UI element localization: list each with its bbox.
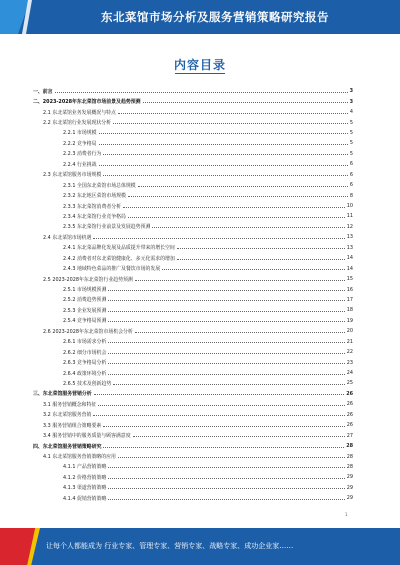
toc-leader-dots bbox=[162, 269, 345, 270]
toc-entry[interactable] bbox=[33, 253, 353, 263]
toc-leader-dots bbox=[98, 405, 344, 406]
toc-entry-page: 25 bbox=[346, 380, 353, 387]
toc-entry-page: 3 bbox=[349, 88, 353, 95]
toc-entry[interactable] bbox=[33, 263, 353, 273]
toc-entry-label: 4.1.4 促销营销策略 bbox=[63, 495, 107, 502]
toc-entry-label: 3.1 服务营销概念和特征 bbox=[43, 401, 97, 408]
toc-entry-label: 2.4.3 地域特色菜品的推广及餐饮市场的发展 bbox=[63, 266, 161, 273]
toc-entry[interactable] bbox=[33, 399, 353, 409]
toc-entry[interactable] bbox=[33, 211, 353, 221]
toc-heading-underline bbox=[175, 73, 225, 74]
toc-entry[interactable] bbox=[33, 357, 353, 367]
toc-entry-label: 4.1.1 产品营销策略 bbox=[63, 464, 107, 471]
toc-leader-dots bbox=[108, 311, 344, 312]
toc-entry-label: 四、东北菜馆服务营销策略研究 bbox=[33, 443, 102, 450]
toc-leader-dots bbox=[99, 133, 348, 134]
toc-leader-dots bbox=[103, 426, 345, 427]
toc-entry[interactable] bbox=[33, 190, 353, 200]
toc-entry-label: 2.2.1 市场规模 bbox=[63, 130, 97, 137]
toc-entry-page: 22 bbox=[346, 349, 353, 356]
toc-leader-dots bbox=[135, 280, 345, 281]
toc-entry[interactable] bbox=[33, 201, 353, 211]
toc-leader-dots bbox=[108, 478, 344, 479]
toc-entry-label: 2.4.1 东北菜品牌化发展及品质提升带来的增长空间 bbox=[63, 245, 175, 252]
toc-entry-label: 2.5 2023-2028年东北菜馆行业趋势预测 bbox=[43, 276, 133, 283]
toc-entry[interactable] bbox=[33, 430, 353, 440]
toc-leader-dots bbox=[108, 321, 344, 322]
toc-entry-page: 11 bbox=[346, 213, 353, 220]
toc-entry-page: 5 bbox=[349, 129, 353, 136]
toc-entry-page: 10 bbox=[346, 203, 353, 210]
toc-entry[interactable] bbox=[33, 420, 353, 430]
toc-entry-page: 28 bbox=[346, 443, 353, 450]
toc-entry-label: 二、2023-2028年东北菜馆市场前景及趋势预测 bbox=[33, 99, 141, 106]
toc-entry-label: 2.3.5 东北菜馆行业前景及发展趋势预测 bbox=[63, 224, 151, 231]
toc-leader-dots bbox=[93, 415, 344, 416]
toc-leader-dots bbox=[123, 207, 345, 208]
toc-entry-label: 2.3.2 东北地区菜馆市场规模 bbox=[63, 193, 126, 200]
toc-entry-page: 19 bbox=[346, 317, 353, 324]
toc-entry-page: 5 bbox=[349, 150, 353, 157]
toc-entry-label: 2.2 东北菜馆行业发展现状分析 bbox=[43, 120, 112, 127]
toc-leader-dots bbox=[118, 113, 348, 114]
toc-leader-dots bbox=[99, 144, 348, 145]
toc-entry-label: 2.6.4 政策环境分析 bbox=[63, 370, 107, 377]
toc-leader-dots bbox=[108, 499, 344, 500]
toc-entry-page: 6 bbox=[349, 182, 353, 189]
toc-entry-label: 2.3.3 东北菜馆消费者分析 bbox=[63, 203, 122, 210]
toc-leader-dots bbox=[128, 217, 345, 218]
toc-entry[interactable] bbox=[33, 86, 353, 96]
toc-leader-dots bbox=[93, 238, 344, 239]
toc-leader-dots bbox=[177, 248, 345, 249]
toc-entry-page: 13 bbox=[346, 234, 353, 241]
toc-entry-page: 6 bbox=[349, 171, 353, 178]
toc-entry-label: 2.5.1 市场规模预测 bbox=[63, 287, 107, 294]
toc-entry-label: 2.2.2 竞争格局 bbox=[63, 140, 97, 147]
toc-entry-page: 6 bbox=[349, 161, 353, 168]
toc-entry-label: 2.3.4 东北菜馆行业竞争格局 bbox=[63, 213, 126, 220]
toc-leader-dots bbox=[177, 259, 345, 260]
toc-entry[interactable] bbox=[33, 138, 353, 148]
toc-entry-page: 27 bbox=[346, 432, 353, 439]
toc-entry[interactable] bbox=[33, 441, 353, 451]
toc-entry[interactable] bbox=[33, 159, 353, 169]
toc-leader-dots bbox=[108, 353, 344, 354]
toc-entry-page: 26 bbox=[346, 411, 353, 418]
toc-leader-dots bbox=[55, 92, 348, 93]
toc-entry-page: 29 bbox=[346, 484, 353, 491]
toc-entry-label: 三、东北菜馆服务营销分析 bbox=[33, 391, 92, 398]
toc-entry[interactable] bbox=[33, 170, 353, 180]
toc-leader-dots bbox=[152, 227, 344, 228]
toc-entry-label: 2.4.2 消费者对东北菜馆健康化、多元化需求的增加 bbox=[63, 255, 175, 262]
toc-entry-page: 29 bbox=[346, 495, 353, 502]
toc-entry-label: 3.3 服务营销组合策略要素 bbox=[43, 422, 102, 429]
toc-entry[interactable] bbox=[33, 149, 353, 159]
toc-leader-dots bbox=[108, 300, 344, 301]
toc-entry-label: 2.5.3 企业发展预测 bbox=[63, 307, 107, 314]
toc-entry-page: 28 bbox=[346, 453, 353, 460]
toc-entry-label: 2.5.4 竞争格局预测 bbox=[63, 318, 107, 325]
toc-leader-dots bbox=[108, 467, 344, 468]
toc-entry-page: 5 bbox=[349, 119, 353, 126]
toc-entry-page: 13 bbox=[346, 244, 353, 251]
toc-leader-dots bbox=[128, 196, 348, 197]
toc-entry-page: 23 bbox=[346, 359, 353, 366]
toc-entry-page: 29 bbox=[346, 474, 353, 481]
toc-entry-page: 26 bbox=[346, 401, 353, 408]
toc-entry-page: 14 bbox=[346, 265, 353, 272]
toc-entry-label: 2.3.1 全国东北菜馆市场总体规模 bbox=[63, 182, 136, 189]
toc-entry-label: 一、前言 bbox=[33, 88, 53, 95]
toc-leader-dots bbox=[103, 447, 344, 448]
page-header bbox=[0, 0, 400, 34]
toc-leader-dots bbox=[113, 123, 348, 124]
toc-leader-dots bbox=[108, 374, 344, 375]
toc-leader-dots bbox=[108, 290, 344, 291]
toc-entry-label: 2.6.5 技术及创新趋势 bbox=[63, 380, 112, 387]
toc-entry[interactable] bbox=[33, 347, 353, 357]
toc-entry[interactable] bbox=[33, 378, 353, 388]
toc-entry-label: 3.4 服务营销中的服务质量与顾客满意度 bbox=[43, 433, 131, 440]
toc-entry[interactable] bbox=[33, 117, 353, 127]
toc-heading: 内容目录 bbox=[173, 58, 226, 72]
toc-entry-label: 2.5.2 消费趋势预测 bbox=[63, 297, 107, 304]
toc-entry-label: 2.4 东北菜馆市场机遇 bbox=[43, 234, 92, 241]
toc-entry-page: 3 bbox=[349, 98, 353, 105]
toc-entry-page: 5 bbox=[349, 140, 353, 147]
toc-leader-dots bbox=[108, 488, 344, 489]
toc-entry[interactable] bbox=[33, 368, 353, 378]
toc-entry-label: 4.1 东北菜馆服务营销策略的应用 bbox=[43, 454, 116, 461]
page-footer bbox=[0, 528, 400, 565]
toc-leader-dots bbox=[138, 186, 348, 187]
toc-entry[interactable] bbox=[33, 284, 353, 294]
toc-entry[interactable] bbox=[33, 274, 353, 284]
toc-entry-page: 15 bbox=[346, 276, 353, 283]
toc-entry[interactable] bbox=[33, 316, 353, 326]
toc-entry-label: 2.2.3 消费者行为 bbox=[63, 151, 102, 158]
report-title: 东北菜馆市场分析及服务营销策略研究报告 bbox=[101, 10, 329, 24]
toc-entry-page: 8 bbox=[349, 192, 353, 199]
page-number: 1 bbox=[345, 512, 348, 517]
toc-entry-label: 2.6.3 竞争格局分析 bbox=[63, 360, 107, 367]
toc-entry[interactable] bbox=[33, 483, 353, 493]
toc-entry[interactable] bbox=[33, 232, 353, 242]
toc-entry-page: 28 bbox=[346, 463, 353, 470]
toc-entry[interactable] bbox=[33, 337, 353, 347]
toc-entry[interactable] bbox=[33, 222, 353, 232]
toc-entry-page: 20 bbox=[346, 328, 353, 335]
toc-entry-label: 2.6.2 细分市场机会 bbox=[63, 349, 107, 356]
toc-entry[interactable] bbox=[33, 472, 353, 482]
toc-entry[interactable] bbox=[33, 305, 353, 315]
toc-entry-label: 3.2 东北菜馆服务营销 bbox=[43, 412, 92, 419]
toc-entry-label: 2.6 2023-2028年东北菜馆市场机会分析 bbox=[43, 328, 133, 335]
toc-leader-dots bbox=[94, 394, 344, 395]
toc-entry-label: 2.1 东北菜馆业务发展概况与特点 bbox=[43, 109, 116, 116]
toc-entry-page: 12 bbox=[346, 223, 353, 230]
toc-leader-dots bbox=[143, 102, 348, 103]
toc-entry[interactable] bbox=[33, 326, 353, 336]
toc-entry[interactable] bbox=[33, 243, 353, 253]
toc-leader-dots bbox=[133, 436, 345, 437]
toc-entry-label: 4.1.2 价格营销策略 bbox=[63, 474, 107, 481]
toc-entry[interactable] bbox=[33, 180, 353, 190]
footer-slogan: 让每个人都能成为 行业专家、管理专家、营销专家、战略专家、成功企业家…… bbox=[46, 542, 294, 550]
toc-entry[interactable] bbox=[33, 295, 353, 305]
toc-entry-page: 24 bbox=[346, 370, 353, 377]
toc-entry-label: 2.6.1 市场需求分析 bbox=[63, 339, 107, 346]
toc-entry[interactable] bbox=[33, 451, 353, 461]
toc-leader-dots bbox=[103, 175, 348, 176]
toc-leader-dots bbox=[99, 165, 348, 166]
toc-entry-page: 21 bbox=[346, 338, 353, 345]
toc-entry[interactable] bbox=[33, 462, 353, 472]
toc-entry-label: 4.1.3 渠道营销策略 bbox=[63, 485, 107, 492]
toc-leader-dots bbox=[113, 384, 345, 385]
toc-entry[interactable] bbox=[33, 96, 353, 106]
toc-leader-dots bbox=[135, 332, 345, 333]
toc-entry-page: 16 bbox=[346, 286, 353, 293]
toc-entry-label: 2.3 东北菜馆服务市场规模 bbox=[43, 172, 102, 179]
toc-entry[interactable] bbox=[33, 107, 353, 117]
toc-entry-page: 26 bbox=[346, 390, 353, 397]
toc-entry[interactable] bbox=[33, 389, 353, 399]
toc-entry-page: 14 bbox=[346, 255, 353, 262]
toc-entry-label: 2.2.4 行业挑战 bbox=[63, 161, 97, 168]
toc-leader-dots bbox=[103, 154, 347, 155]
toc-entry[interactable] bbox=[33, 493, 353, 503]
toc-leader-dots bbox=[118, 457, 345, 458]
toc-leader-dots bbox=[108, 363, 344, 364]
table-of-contents bbox=[33, 86, 353, 504]
toc-entry[interactable] bbox=[33, 410, 353, 420]
toc-entry[interactable] bbox=[33, 128, 353, 138]
toc-leader-dots bbox=[108, 342, 344, 343]
toc-entry-page: 18 bbox=[346, 307, 353, 314]
toc-entry-page: 4 bbox=[349, 109, 353, 116]
toc-entry-page: 26 bbox=[346, 422, 353, 429]
toc-entry-page: 17 bbox=[346, 296, 353, 303]
